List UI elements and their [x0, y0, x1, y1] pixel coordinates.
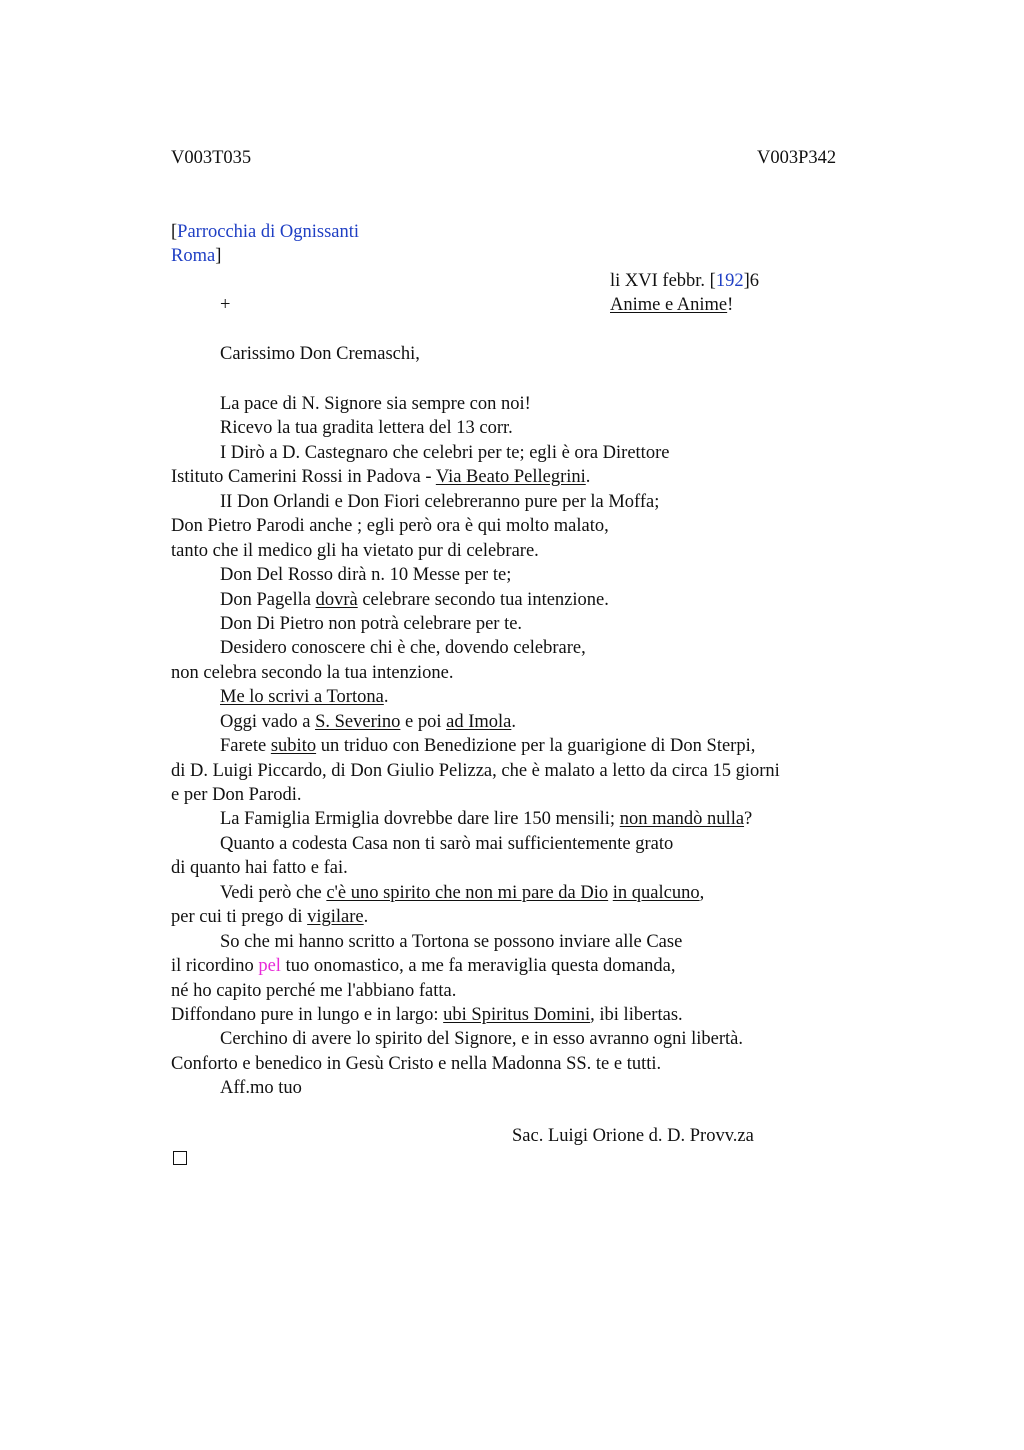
- body-line: Ricevo la tua gradita lettera del 13 corr.: [220, 418, 513, 439]
- body-line: Don Di Pietro non potrà celebrare per te.: [220, 613, 523, 634]
- body-line: non celebra secondo la tua intenzione.: [171, 662, 454, 683]
- document-code-right: V003P342: [757, 148, 837, 168]
- body-line: Cerchino di avere lo spirito del Signore, e in esso avranno ogni libertà.: [220, 1029, 744, 1050]
- document-code-left: V003T035: [171, 148, 252, 168]
- body-line: Don Del Rosso dirà n. 10 Messe per te;: [220, 565, 512, 586]
- body-line: né ho capito perché me l'abbiano fatta.: [171, 980, 457, 1001]
- cross-symbol: +: [220, 295, 231, 315]
- body-line: Istituto Camerini Rossi in Padova - Via Beato Pellegrini.: [171, 467, 591, 488]
- place-line-2: Roma]: [171, 246, 222, 266]
- body-line: e per Don Parodi.: [171, 785, 302, 805]
- highlighted-word: pel: [258, 956, 281, 977]
- body-line: Quanto a codesta Casa non ti sarò mai sufficientemente grato: [220, 833, 674, 854]
- body-line: La pace di N. Signore sia sempre con noi!: [220, 394, 531, 414]
- body-line: per cui ti prego di vigilare.: [171, 907, 369, 928]
- editorial-insertion: 192: [715, 271, 744, 291]
- body-line: il ricordino pel tuo onomastico, a me fa meraviglia questa domanda,: [171, 956, 676, 977]
- editorial-insertion: Roma: [171, 246, 216, 266]
- body-line: Me lo scrivi a Tortona.: [220, 687, 389, 708]
- body-line: Don Pietro Parodi anche ; egli però ora è qui molto malato,: [171, 516, 609, 537]
- square-marker-icon: [173, 1151, 187, 1165]
- place-line-1: [Parrocchia di Ognissanti: [171, 222, 360, 242]
- body-line: II Don Orlandi e Don Fiori celebreranno pure per la Moffa;: [220, 491, 660, 512]
- body-line: Farete subito un triduo con Benedizione per la guarigione di Don Sterpi,: [220, 736, 756, 757]
- body-line: Don Pagella dovrà celebrare secondo tua intenzione.: [220, 589, 609, 610]
- letter-date: li XVI febbr. [192]6: [610, 271, 760, 291]
- body-line: Vedi però che c'è uno spirito che non mi pare da Dio in qualcuno,: [220, 882, 705, 903]
- salutation: Carissimo Don Cremaschi,: [220, 344, 420, 364]
- body-line: Oggi vado a S. Severino e poi ad Imola.: [220, 711, 516, 732]
- signature: Sac. Luigi Orione d. D. Provv.za: [512, 1126, 754, 1146]
- body-line: La Famiglia Ermiglia dovrebbe dare lire 150 mensili; non mandò nulla?: [220, 809, 753, 830]
- letter-body: [171, 392, 871, 1101]
- editorial-insertion: Parrocchia di Ognissanti: [177, 222, 360, 242]
- body-line: di D. Luigi Piccardo, di Don Giulio Pelizza, che è malato a letto da circa 15 giorni: [171, 760, 780, 781]
- body-line: So che mi hanno scritto a Tortona se possono inviare alle Case: [220, 931, 683, 952]
- body-line: I Dirò a D. Castegnaro che celebri per te; egli è ora Direttore: [220, 442, 670, 463]
- body-line: di quanto hai fatto e fai.: [171, 858, 348, 879]
- body-line: Conforto e benedico in Gesù Cristo e nella Madonna SS. te e tutti.: [171, 1053, 662, 1074]
- motto: Anime e Anime!: [610, 295, 734, 315]
- body-line: Desidero conoscere chi è che, dovendo celebrare,: [220, 638, 586, 659]
- body-line: tanto che il medico gli ha vietato pur di celebrare.: [171, 540, 539, 561]
- body-line: Aff.mo tuo: [220, 1078, 302, 1099]
- body-line: Diffondano pure in lungo e in largo: ubi Spiritus Domini, ibi libertas.: [171, 1004, 683, 1025]
